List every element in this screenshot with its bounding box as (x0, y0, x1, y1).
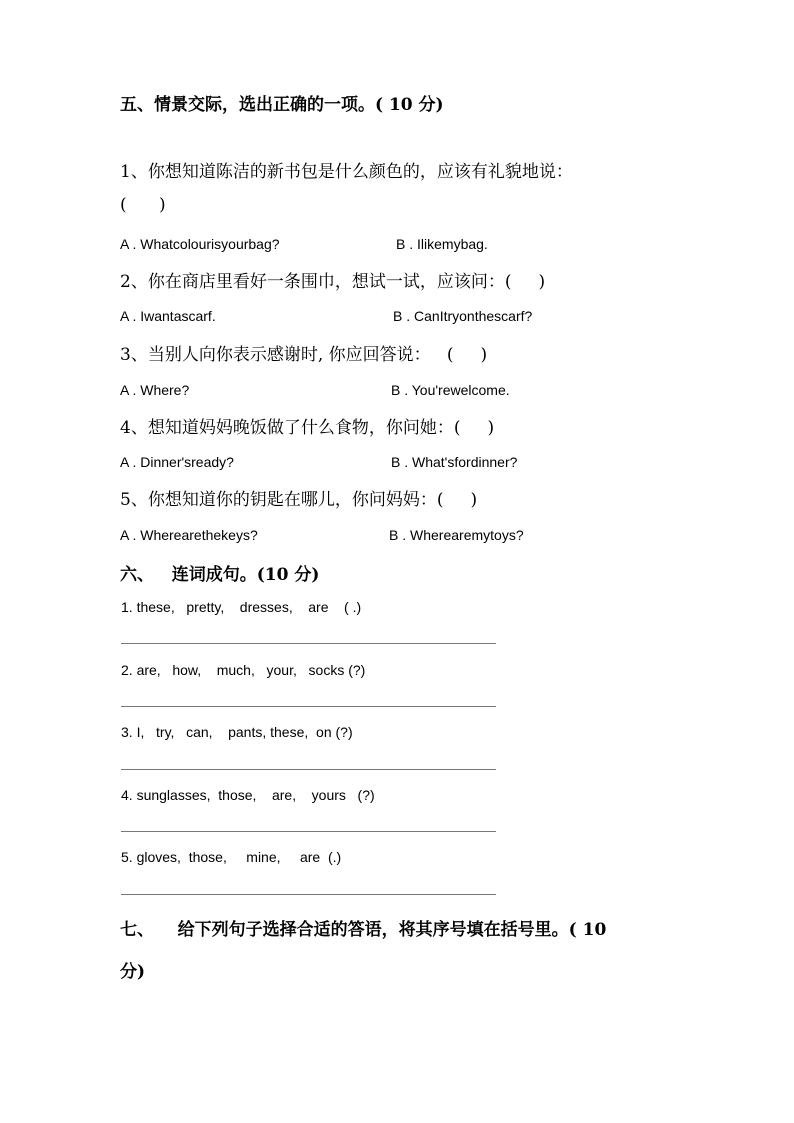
sentence-item-3: 3. I, try, can, pants, these, on (?) (121, 724, 353, 740)
answer-line-3[interactable] (121, 769, 496, 770)
question-3-option-b[interactable]: B . You'rewelcome. (391, 382, 510, 398)
section5-title: 五、情景交际，选出正确的一项。( 10 分) (120, 95, 444, 115)
question-5-option-a[interactable]: A . Wherearethekeys? (120, 527, 258, 543)
answer-line-5[interactable] (121, 894, 496, 895)
sentence-item-1: 1. these, pretty, dresses, are ( .) (121, 599, 362, 615)
question-5-option-b[interactable]: B . Wherearemytoys? (389, 527, 524, 543)
question-1-text: 1、你想知道陈洁的新书包是什么颜色的，应该有礼貌地说： (120, 162, 573, 182)
answer-line-4[interactable] (121, 831, 496, 832)
answer-line-1[interactable] (121, 643, 496, 644)
answer-line-2[interactable] (121, 706, 496, 707)
section7-title-line2: 分) (120, 962, 146, 982)
question-1-answer-parens[interactable]: ( ) (120, 195, 166, 215)
question-2-option-a[interactable]: A . Iwantascarf. (120, 308, 216, 324)
question-1-option-b[interactable]: B . Ilikemybag. (396, 236, 488, 252)
question-4-text: 4、想知道妈妈晚饭做了什么食物，你问她：( ) (120, 418, 495, 438)
sentence-item-5: 5. gloves, those, mine, are (.) (121, 849, 342, 865)
section7-title-line1: 七、 给下列句子选择合适的答语，将其序号填在括号里。( 10 (120, 920, 607, 940)
question-4-option-b[interactable]: B . What'sfordinner? (391, 454, 518, 470)
question-2-text: 2、你在商店里看好一条围巾，想试一试，应该问：( ) (120, 272, 546, 292)
question-2-option-b[interactable]: B . CanItryonthescarf? (393, 308, 533, 324)
sentence-item-4: 4. sunglasses, those, are, yours (?) (121, 787, 375, 803)
question-3-text: 3、当别人向你表示感谢时, 你应回答说： ( ) (120, 345, 488, 365)
question-1-option-a[interactable]: A . Whatcolourisyourbag? (120, 236, 280, 252)
section6-title: 六、 连词成句。(10 分) (120, 565, 320, 585)
question-3-option-a[interactable]: A . Where? (120, 382, 190, 398)
sentence-item-2: 2. are, how, much, your, socks (?) (121, 662, 366, 678)
question-4-option-a[interactable]: A . Dinner'sready? (120, 454, 234, 470)
question-5-text: 5、你想知道你的钥匙在哪儿，你问妈妈：( ) (120, 490, 478, 510)
